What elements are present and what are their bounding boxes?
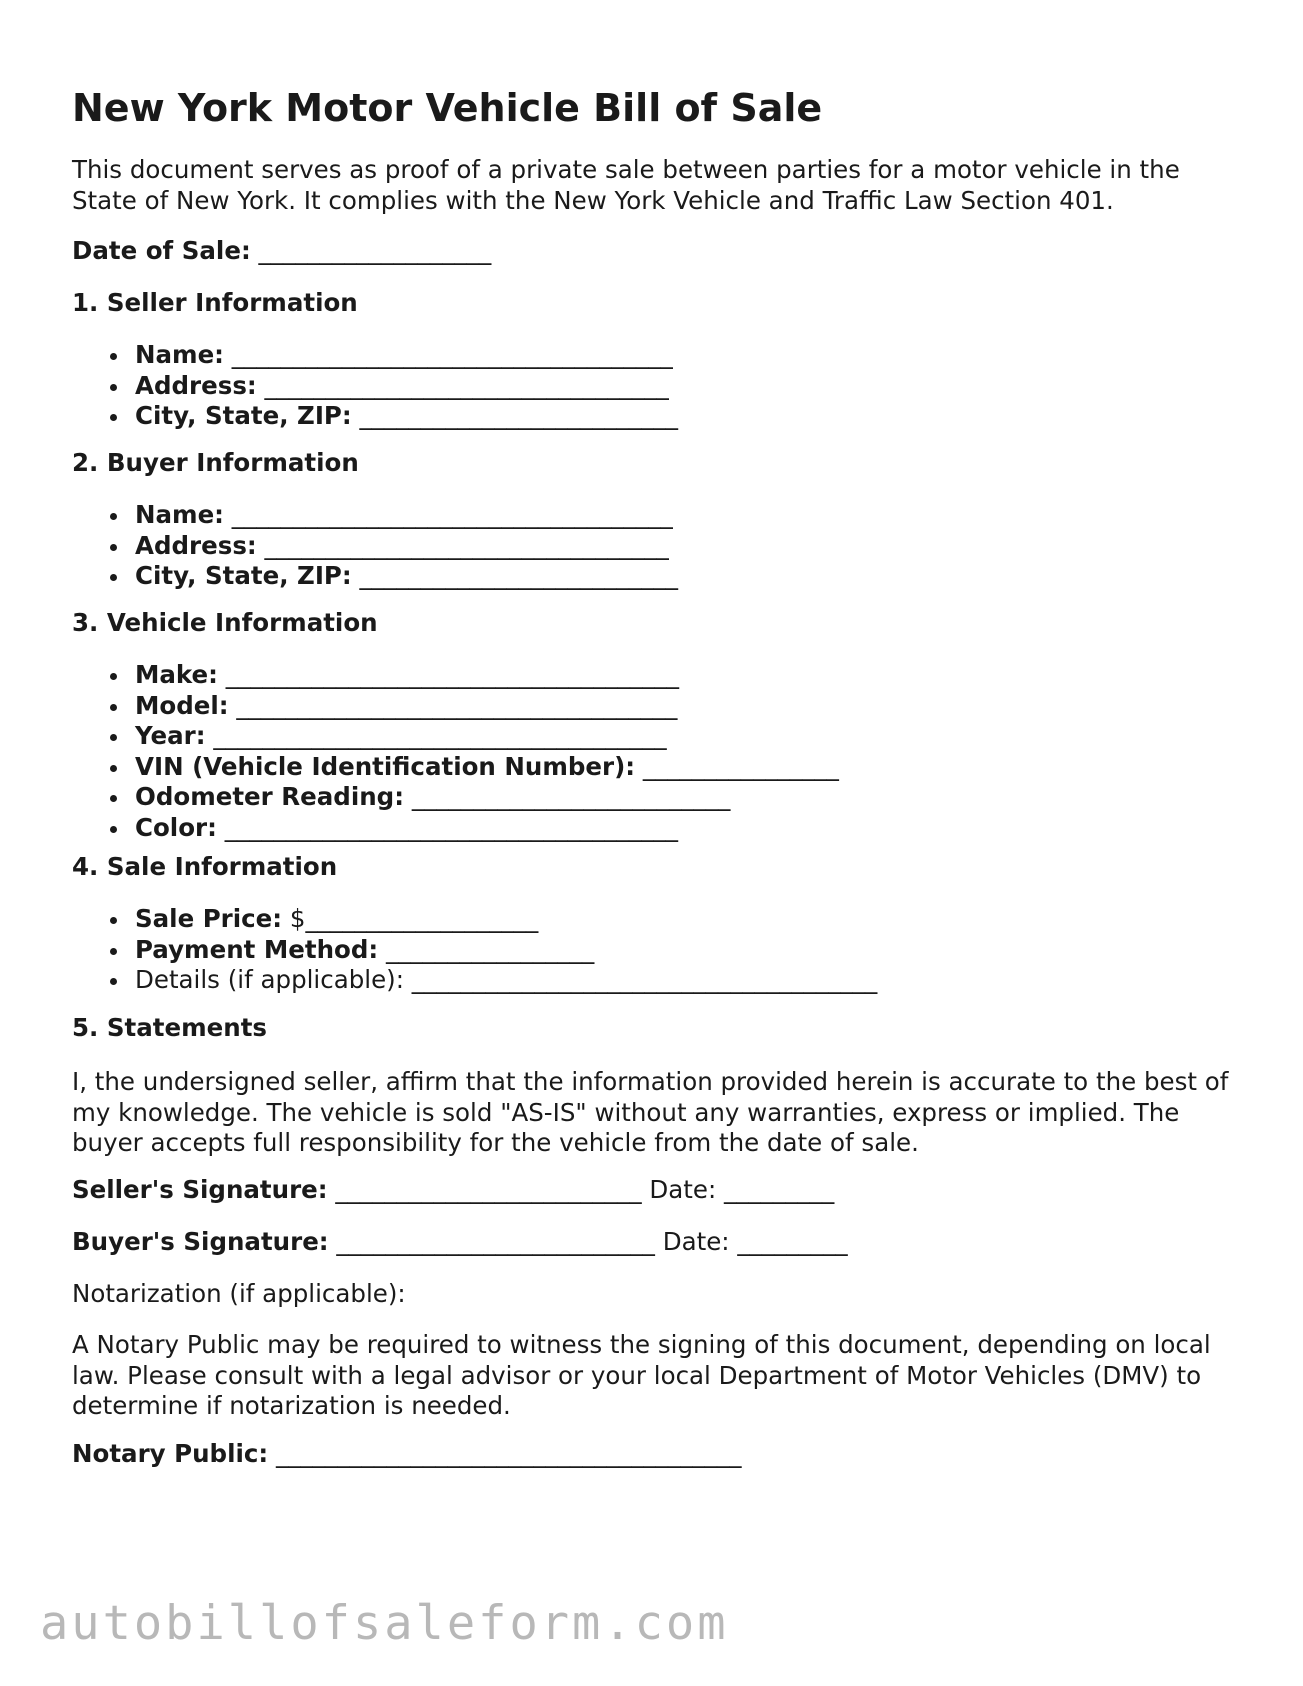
vehicle-year-label: Year: [135,721,206,750]
seller-date-field[interactable]: _________ [724,1175,835,1204]
notary-row [72,1439,742,1470]
vehicle-vin-label: VIN (Vehicle Identification Number): [135,751,636,781]
notary-public-label: Notary Public: [72,1439,269,1468]
vehicle-odometer-label: Odometer Reading: [135,782,405,811]
seller-signature-label: Seller's Signature: [72,1175,328,1204]
vehicle-vin-field[interactable]: ________________ [642,751,839,781]
buyer-signature-field[interactable]: __________________________ [336,1227,655,1256]
list-item [72,561,678,592]
buyer-address-label: Address: [135,530,257,560]
vehicle-model-label: Model: [135,690,229,720]
vehicle-field-list [72,660,839,843]
seller-field-list [72,340,678,432]
vehicle-model-field[interactable]: ____________________________________ [236,690,678,720]
site-watermark: autobillofsaleform.com [40,1596,729,1651]
date-of-sale-label: Date of Sale: [72,236,251,265]
seller-city-field[interactable]: __________________________ [359,401,678,430]
details-field[interactable]: ______________________________________ [411,965,878,994]
seller-signature-row [72,1175,834,1206]
list-item [72,401,678,432]
buyer-name-label: Name: [135,500,224,529]
list-item [72,935,877,966]
notarization-paragraph: A Notary Public may be required to witness the signing of this document, depending on local law. Please consult with a legal advisor or your local Department of Motor Vehicles (DMV) to determine if notarization is needed. [72,1330,1211,1420]
list-item [72,340,678,371]
vehicle-make-field[interactable]: _____________________________________ [225,660,680,689]
list-item [72,721,839,752]
list-item [72,500,678,531]
sale-heading: 4. Sale Information [72,852,338,881]
buyer-address-field[interactable]: _________________________________ [264,530,669,560]
vehicle-odometer-field[interactable]: __________________________ [411,782,731,811]
vehicle-year-field[interactable]: _____________________________________ [213,721,667,750]
date-of-sale-field[interactable]: ___________________ [258,236,492,265]
buyer-signature-row [72,1227,848,1258]
list-item [72,691,839,722]
sale-price-label: Sale Price: [135,904,283,933]
buyer-signature-label: Buyer's Signature: [72,1227,329,1256]
sale-field-list [72,904,877,996]
vehicle-make-label: Make: [135,660,218,689]
list-item [72,813,839,844]
vehicle-color-label: Color: [135,812,217,842]
seller-city-label: City, State, ZIP: [135,401,352,430]
vehicle-color-field[interactable]: _____________________________________ [224,812,678,842]
payment-method-field[interactable]: _________________ [386,934,595,964]
details-label: Details (if applicable): [135,965,404,994]
intro-paragraph: This document serves as proof of a private sale between parties for a motor vehicle in the State of New York. It complies with the New York Vehicle and Traffic Law Section 401. [72,155,1180,215]
seller-name-field[interactable]: ____________________________________ [231,340,673,369]
seller-name-label: Name: [135,340,224,369]
list-item [72,752,839,783]
statements-heading: 5. Statements [72,1013,267,1042]
notarization-label: Notarization (if applicable): [72,1279,406,1308]
seller-address-field[interactable]: _________________________________ [264,370,669,400]
list-item [72,965,877,996]
date-of-sale-row [72,236,491,267]
seller-address-label: Address: [135,370,257,400]
buyer-city-field[interactable]: __________________________ [359,561,678,590]
buyer-field-list [72,500,678,592]
list-item [72,782,839,813]
seller-date-label: Date: [649,1175,717,1204]
notary-public-field[interactable]: ______________________________________ [276,1439,742,1468]
seller-heading: 1. Seller Information [72,288,358,317]
seller-signature-field[interactable]: _________________________ [335,1175,642,1204]
list-item [72,531,678,562]
buyer-heading: 2. Buyer Information [72,448,359,477]
buyer-city-label: City, State, ZIP: [135,561,352,590]
buyer-date-field[interactable]: _________ [737,1227,848,1256]
vehicle-heading: 3. Vehicle Information [72,608,378,637]
statements-paragraph: I, the undersigned seller, affirm that the information provided herein is accurate to the best of my knowledge. The vehicle is sold "AS-IS" without any warranties, express or implied. The buyer accepts full responsibility for the vehicle from the date of sale. [72,1067,1229,1157]
list-item [72,371,678,402]
document-title: New York Motor Vehicle Bill of Sale [72,86,823,130]
buyer-date-label: Date: [662,1227,730,1256]
list-item [72,904,877,935]
sale-price-field[interactable]: $___________________ [289,904,539,933]
buyer-name-field[interactable]: ____________________________________ [231,500,673,529]
list-item [72,660,839,691]
payment-method-label: Payment Method: [135,934,379,964]
